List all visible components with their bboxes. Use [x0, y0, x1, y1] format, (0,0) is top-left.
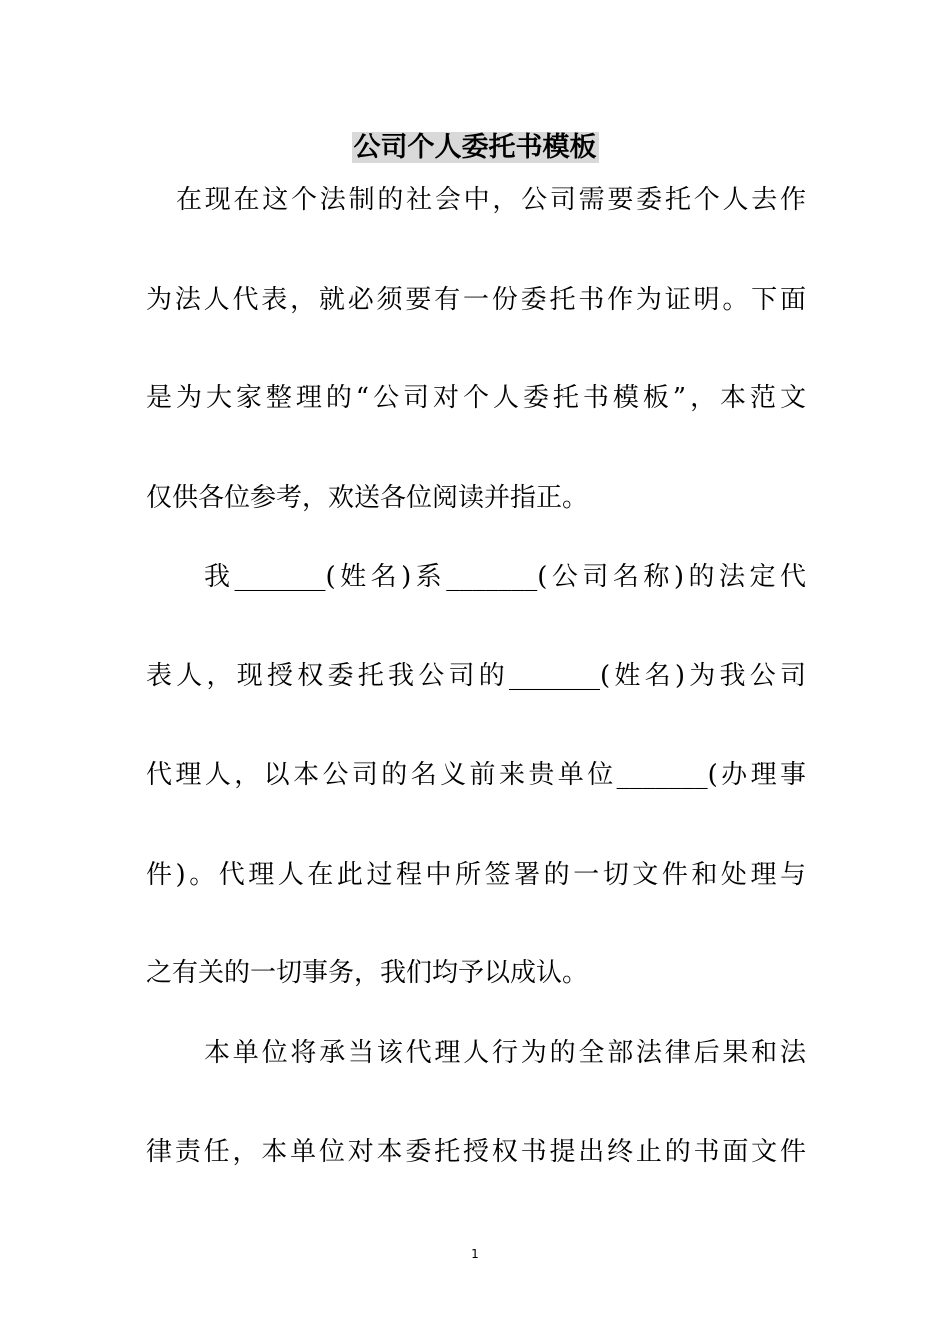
paragraph-3-line-1: 本单位将承当该代理人行为的全部法律后果和法 — [204, 1038, 806, 1068]
document-title — [0, 128, 950, 168]
paragraph-1-line-2: 为法人代表，就必须要有一份委托书作为证明。下面 — [146, 285, 806, 315]
paragraph-3-line-2: 律责任，本单位对本委托授权书提出终止的书面文件 — [146, 1137, 806, 1167]
paragraph-2-line-2: 表人，现授权委托我公司的_______(姓名)为我公司 — [146, 661, 806, 691]
paragraph-1-line-4: 仅供各位参考，欢送各位阅读并指正。 — [146, 483, 589, 513]
paragraph-2-line-1: 我_______(姓名)系_______(公司名称)的法定代 — [204, 562, 806, 592]
paragraph-2-line-3: 代理人，以本公司的名义前来贵单位_______(办理事 — [146, 760, 806, 790]
document-title-text: 公司个人委托书模板 — [353, 132, 597, 163]
paragraph-1-line-3: 是为大家整理的“公司对个人委托书模板”，本范文 — [146, 383, 806, 413]
paragraph-2-line-4: 件)。代理人在此过程中所签署的一切文件和处理与 — [146, 860, 806, 890]
paragraph-1-line-1: 在现在这个法制的社会中，公司需要委托个人去作 — [176, 185, 806, 215]
paragraph-2-line-5: 之有关的一切事务，我们均予以成认。 — [146, 958, 589, 988]
page-number: 1 — [471, 1247, 479, 1261]
